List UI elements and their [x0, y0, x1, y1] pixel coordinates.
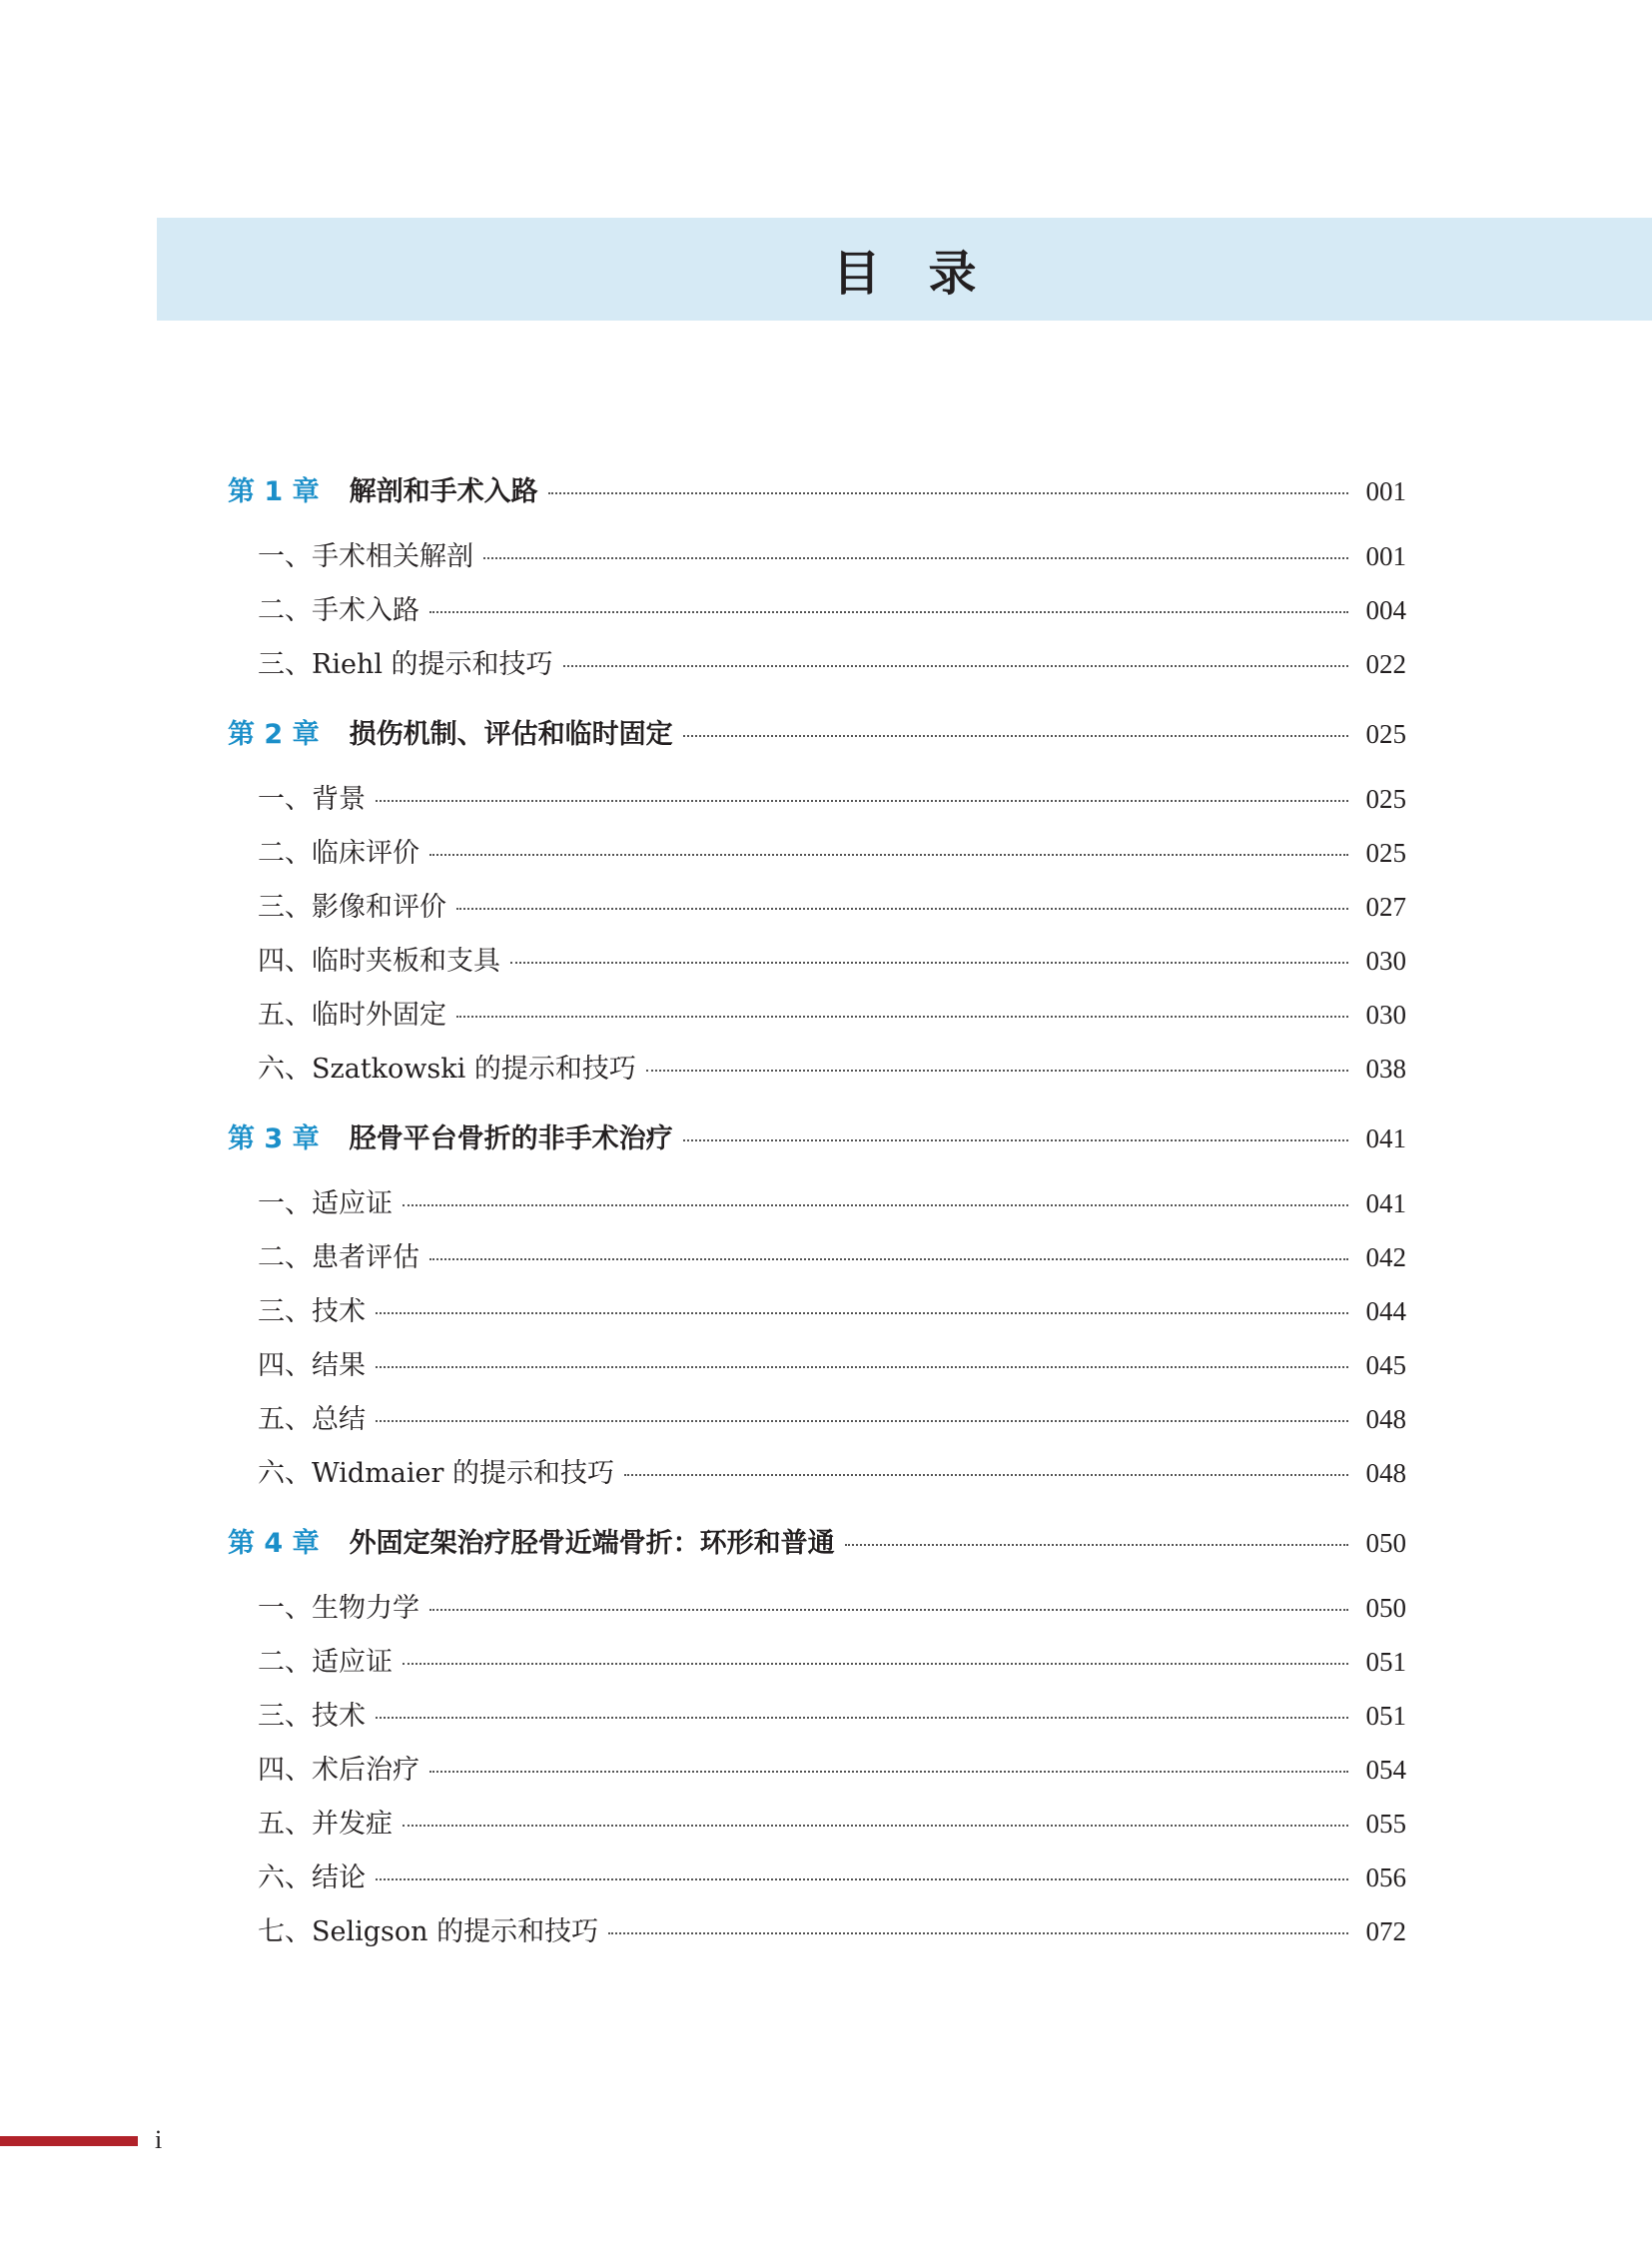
section-entry[interactable]	[228, 1397, 1406, 1437]
section-entry[interactable]	[228, 1856, 1406, 1895]
chapter-number: 第 3 章	[228, 1123, 320, 1154]
section-entry[interactable]	[228, 588, 1406, 628]
dot-leader	[376, 1366, 1348, 1368]
section-entry[interactable]	[228, 1802, 1406, 1842]
page-title: 目录	[832, 246, 1025, 302]
section-entry[interactable]	[228, 534, 1406, 574]
section-title: 二、临床评价	[258, 838, 419, 869]
section-title: 一、生物力学	[258, 1593, 419, 1624]
section-entry[interactable]	[228, 1289, 1406, 1329]
dot-leader	[376, 1420, 1348, 1422]
table-of-contents	[228, 469, 1406, 1963]
dot-leader	[456, 1016, 1348, 1018]
dot-leader	[646, 1070, 1348, 1072]
section-entry[interactable]	[228, 993, 1406, 1033]
dot-leader	[510, 962, 1348, 964]
section-entry[interactable]	[228, 1640, 1406, 1680]
chapter-3	[228, 1117, 1406, 1491]
page-number: 025	[1365, 719, 1406, 749]
dot-leader	[683, 735, 1348, 737]
page-number: 041	[1365, 1123, 1406, 1153]
page-number: 050	[1365, 1593, 1406, 1623]
page-number: 048	[1365, 1404, 1406, 1434]
page-number: 045	[1365, 1350, 1406, 1380]
title-band	[157, 218, 1652, 321]
page-number: 001	[1365, 476, 1406, 506]
dot-leader	[429, 854, 1348, 856]
page-number: 030	[1365, 946, 1406, 976]
dot-leader	[683, 1139, 1348, 1141]
chapter-2	[228, 712, 1406, 1087]
chapter-title: 胫骨平台骨折的非手术治疗	[349, 1123, 673, 1154]
section-title: 六、Szatkowski 的提示和技巧	[258, 1054, 636, 1085]
page-number: 050	[1365, 1528, 1406, 1558]
dot-leader	[608, 1932, 1348, 1934]
chapter-entry[interactable]	[228, 1521, 1406, 1561]
dot-leader	[429, 611, 1348, 613]
section-title: 二、手术入路	[258, 595, 419, 626]
section-title: 三、影像和评价	[258, 892, 446, 923]
chapter-number: 第 2 章	[228, 719, 320, 750]
dot-leader	[845, 1544, 1348, 1546]
section-entry[interactable]	[228, 642, 1406, 682]
page-number: 042	[1365, 1242, 1406, 1272]
section-entry[interactable]	[228, 1586, 1406, 1626]
dot-leader	[376, 1312, 1348, 1314]
section-entry[interactable]	[228, 1181, 1406, 1221]
folio-page-number: i	[155, 2125, 163, 2154]
section-title: 五、临时外固定	[258, 1000, 446, 1031]
page-number: 051	[1365, 1701, 1406, 1731]
section-title: 五、并发症	[258, 1809, 393, 1840]
section-title: 五、总结	[258, 1404, 366, 1435]
footer-accent-bar	[0, 2136, 138, 2146]
dot-leader	[563, 665, 1348, 667]
dot-leader	[376, 1717, 1348, 1719]
page-number: 038	[1365, 1054, 1406, 1084]
section-entry[interactable]	[228, 1909, 1406, 1949]
page-number: 041	[1365, 1188, 1406, 1218]
dot-leader	[403, 1663, 1348, 1665]
section-entry[interactable]	[228, 1694, 1406, 1734]
page-number: 025	[1365, 838, 1406, 868]
page-number: 025	[1365, 784, 1406, 814]
page-number: 001	[1365, 541, 1406, 571]
chapter-number: 第 4 章	[228, 1528, 320, 1559]
chapter-title: 损伤机制、评估和临时固定	[349, 719, 673, 750]
section-title: 六、Widmaier 的提示和技巧	[258, 1458, 614, 1489]
page-number: 030	[1365, 1000, 1406, 1030]
section-title: 三、技术	[258, 1296, 366, 1327]
chapter-entry[interactable]	[228, 1117, 1406, 1156]
page-number: 027	[1365, 892, 1406, 922]
section-entry[interactable]	[228, 939, 1406, 979]
section-title: 二、患者评估	[258, 1242, 419, 1273]
chapter-entry[interactable]	[228, 469, 1406, 509]
chapter-title: 外固定架治疗胫骨近端骨折：环形和普通	[349, 1528, 835, 1559]
section-title: 一、适应证	[258, 1188, 393, 1219]
section-entry[interactable]	[228, 1343, 1406, 1383]
dot-leader	[403, 1825, 1348, 1827]
dot-leader	[429, 1771, 1348, 1773]
chapter-1	[228, 469, 1406, 682]
page-number: 054	[1365, 1755, 1406, 1785]
section-title: 三、Riehl 的提示和技巧	[258, 649, 553, 680]
section-entry[interactable]	[228, 885, 1406, 925]
page-number: 004	[1365, 595, 1406, 625]
section-title: 一、手术相关解剖	[258, 541, 473, 572]
page-number: 055	[1365, 1809, 1406, 1839]
dot-leader	[376, 1878, 1348, 1880]
section-title: 四、术后治疗	[258, 1755, 419, 1786]
section-entry[interactable]	[228, 1451, 1406, 1491]
section-entry[interactable]	[228, 1235, 1406, 1275]
section-title: 三、技术	[258, 1701, 366, 1732]
page-number: 051	[1365, 1647, 1406, 1677]
section-title: 四、结果	[258, 1350, 366, 1381]
page-number: 056	[1365, 1863, 1406, 1892]
section-title: 六、结论	[258, 1863, 366, 1893]
page-number: 022	[1365, 649, 1406, 679]
chapter-number: 第 1 章	[228, 476, 320, 507]
chapter-entry[interactable]	[228, 712, 1406, 752]
dot-leader	[483, 557, 1348, 559]
dot-leader	[548, 492, 1348, 494]
dot-leader	[456, 908, 1348, 910]
section-entry[interactable]	[228, 777, 1406, 817]
page-number: 048	[1365, 1458, 1406, 1488]
dot-leader	[429, 1609, 1348, 1611]
section-title: 四、临时夹板和支具	[258, 946, 500, 977]
dot-leader	[376, 800, 1348, 802]
dot-leader	[429, 1258, 1348, 1260]
dot-leader	[403, 1204, 1348, 1206]
page-number: 044	[1365, 1296, 1406, 1326]
chapter-4	[228, 1521, 1406, 1949]
section-entry[interactable]	[228, 1047, 1406, 1087]
section-title: 七、Seligson 的提示和技巧	[258, 1916, 599, 1947]
chapter-title: 解剖和手术入路	[349, 476, 538, 507]
section-entry[interactable]	[228, 831, 1406, 871]
section-entry[interactable]	[228, 1748, 1406, 1788]
dot-leader	[624, 1474, 1348, 1476]
section-title: 二、适应证	[258, 1647, 393, 1678]
section-title: 一、背景	[258, 784, 366, 815]
page-number: 072	[1365, 1916, 1406, 1946]
